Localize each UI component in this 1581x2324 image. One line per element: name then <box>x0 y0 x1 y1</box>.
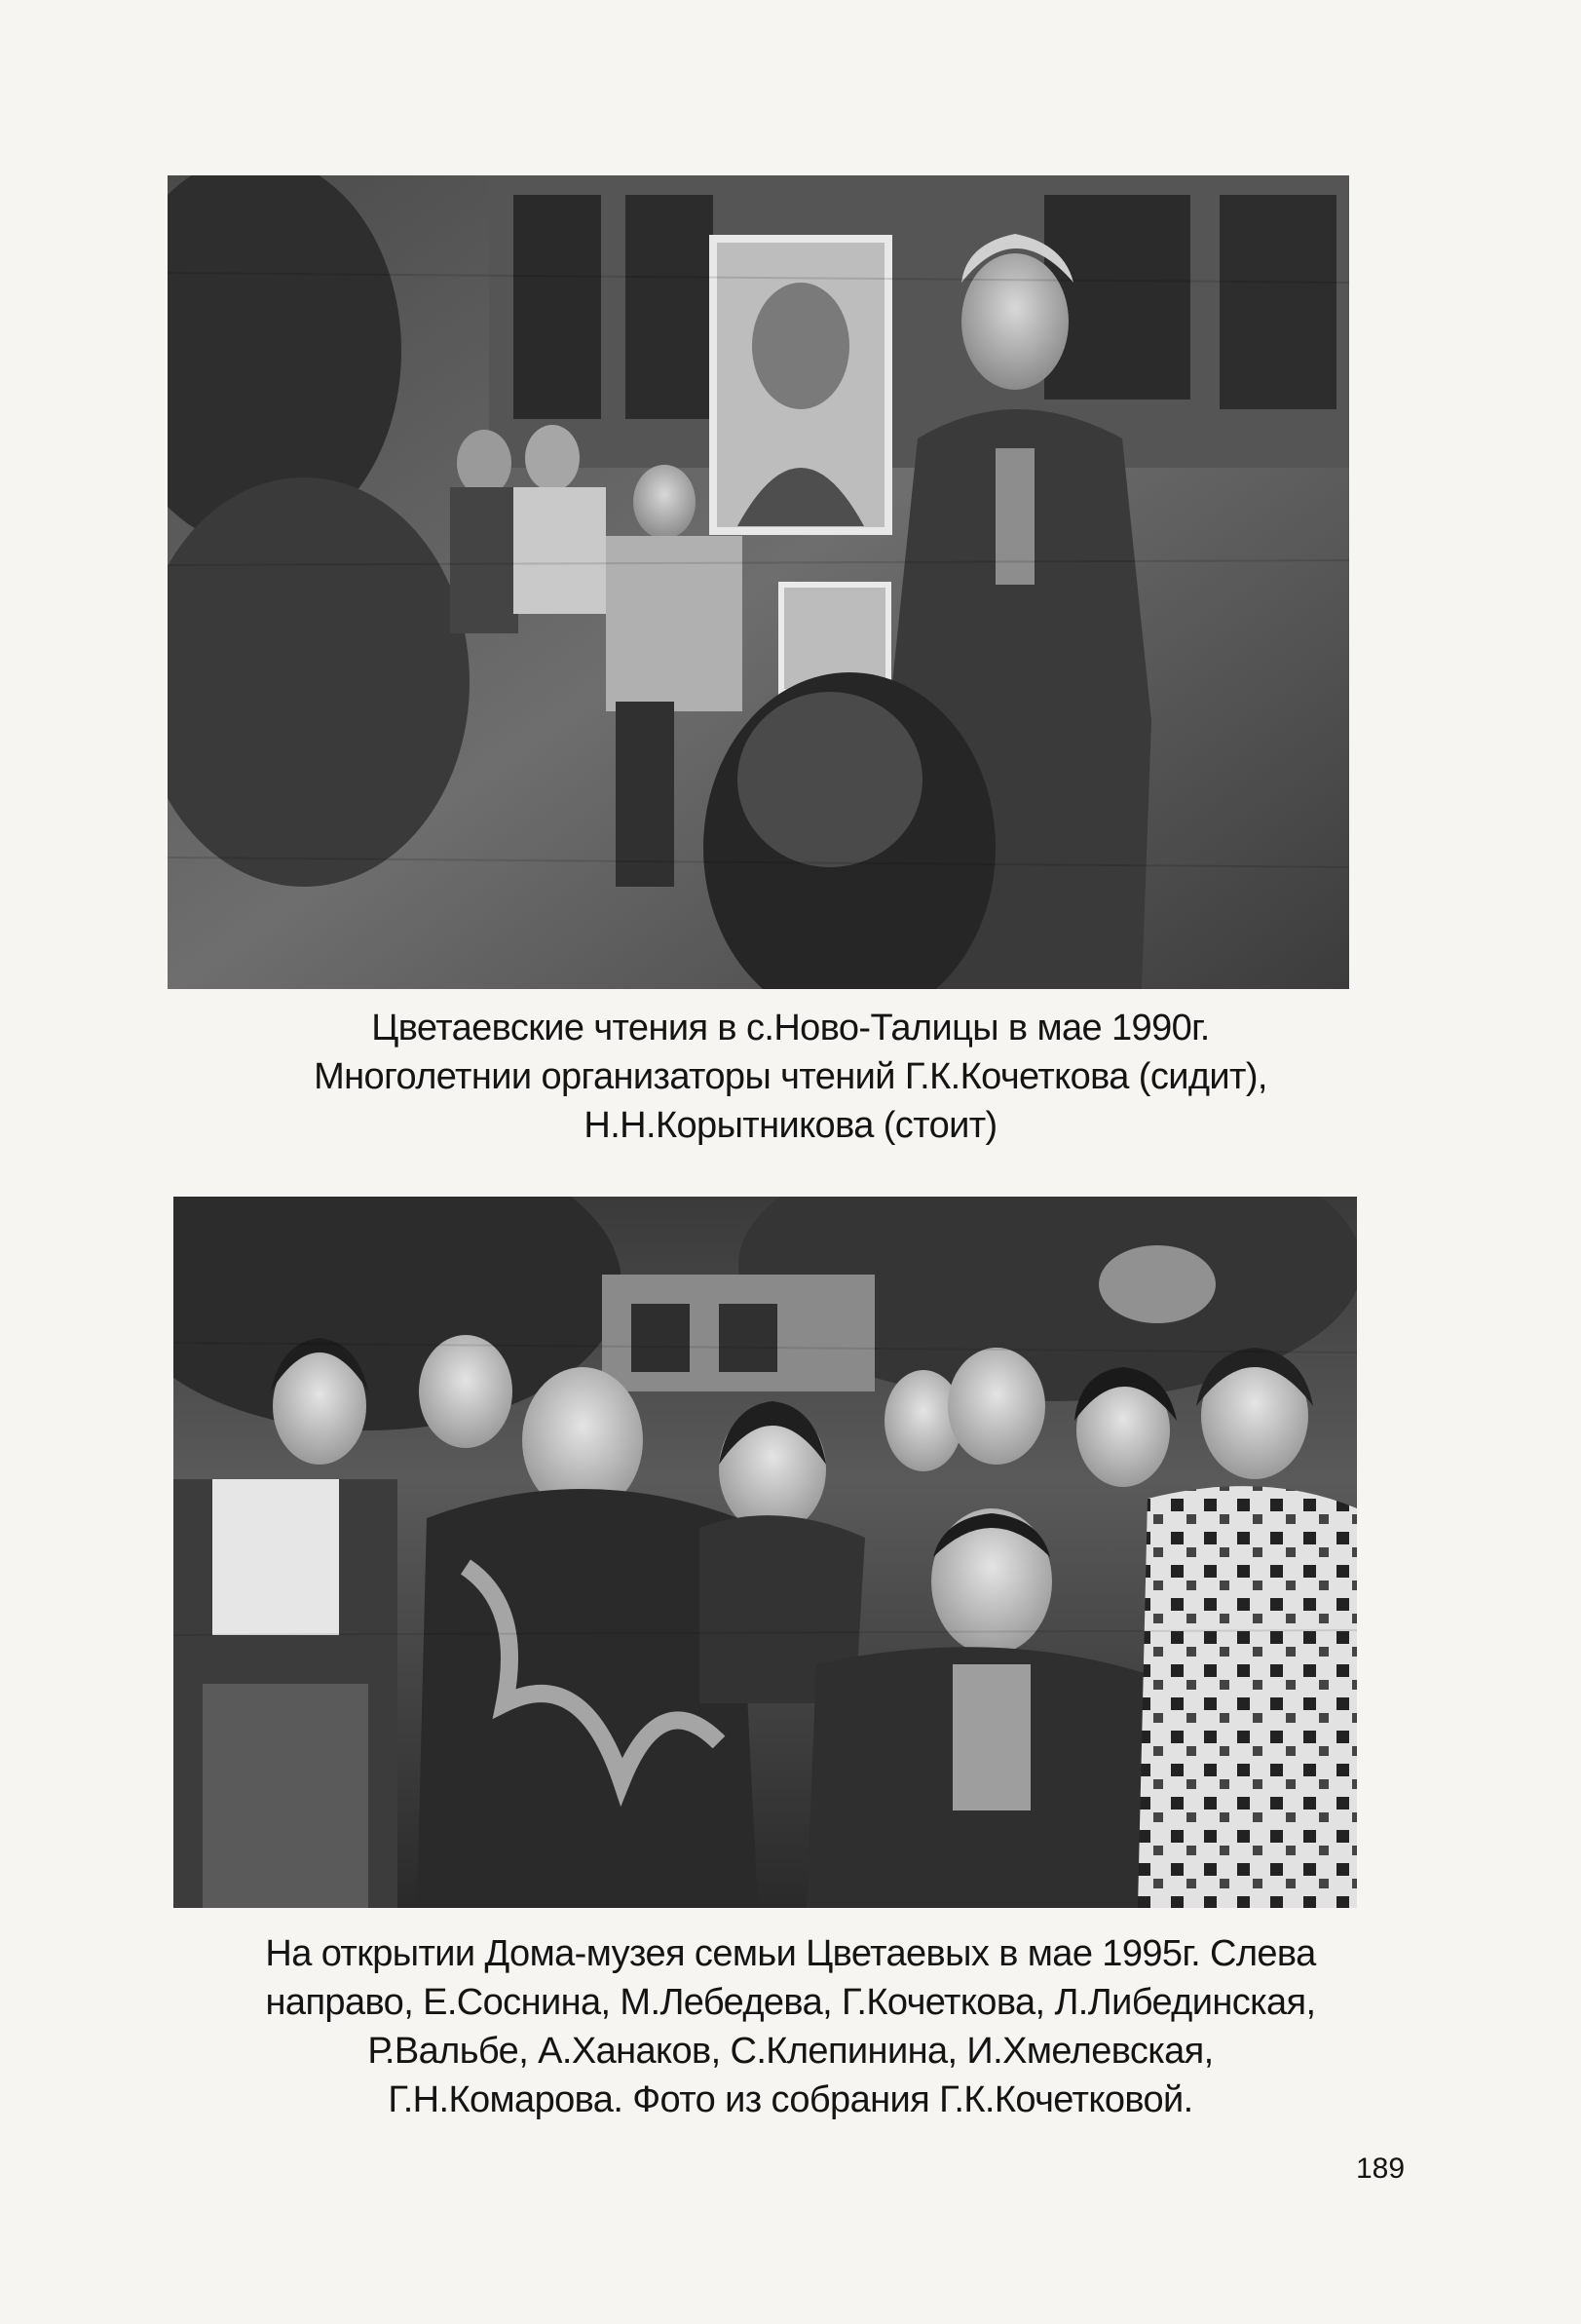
caption-readings-1990 <box>136 1004 1445 1150</box>
caption-line: На открытии Дома-музея семьи Цветаевых в мае 1995г. Слева <box>265 1933 1316 1974</box>
page-number: 189 <box>1356 2153 1406 2185</box>
caption-line: Н.Н.Корытникова (стоит) <box>583 1105 998 1146</box>
caption-line: Цветаевские чтения в с.Ново-Талицы в мае 1990г. <box>371 1008 1210 1048</box>
caption-line: Р.Вальбе, А.Ханаков, С.Клепинина, И.Хмелевская, <box>367 2031 1214 2072</box>
photo-readings-drawing <box>168 175 1349 989</box>
caption-line: направо, Е.Соснина, М.Лебедева, Г.Кочеткова, Л.Либединская, <box>265 1982 1316 2023</box>
photo-group-drawing <box>173 1197 1357 1908</box>
photo-museum-opening-1995 <box>173 1197 1357 1908</box>
photo-tsvetaev-readings-1990 <box>168 175 1349 989</box>
caption-line: Г.Н.Комарова. Фото из собрания Г.К.Кочетковой. <box>388 2079 1193 2120</box>
caption-museum-opening-1995 <box>136 1929 1445 2124</box>
caption-line: Многолетнии организаторы чтений Г.К.Кочеткова (сидит), <box>314 1056 1267 1097</box>
